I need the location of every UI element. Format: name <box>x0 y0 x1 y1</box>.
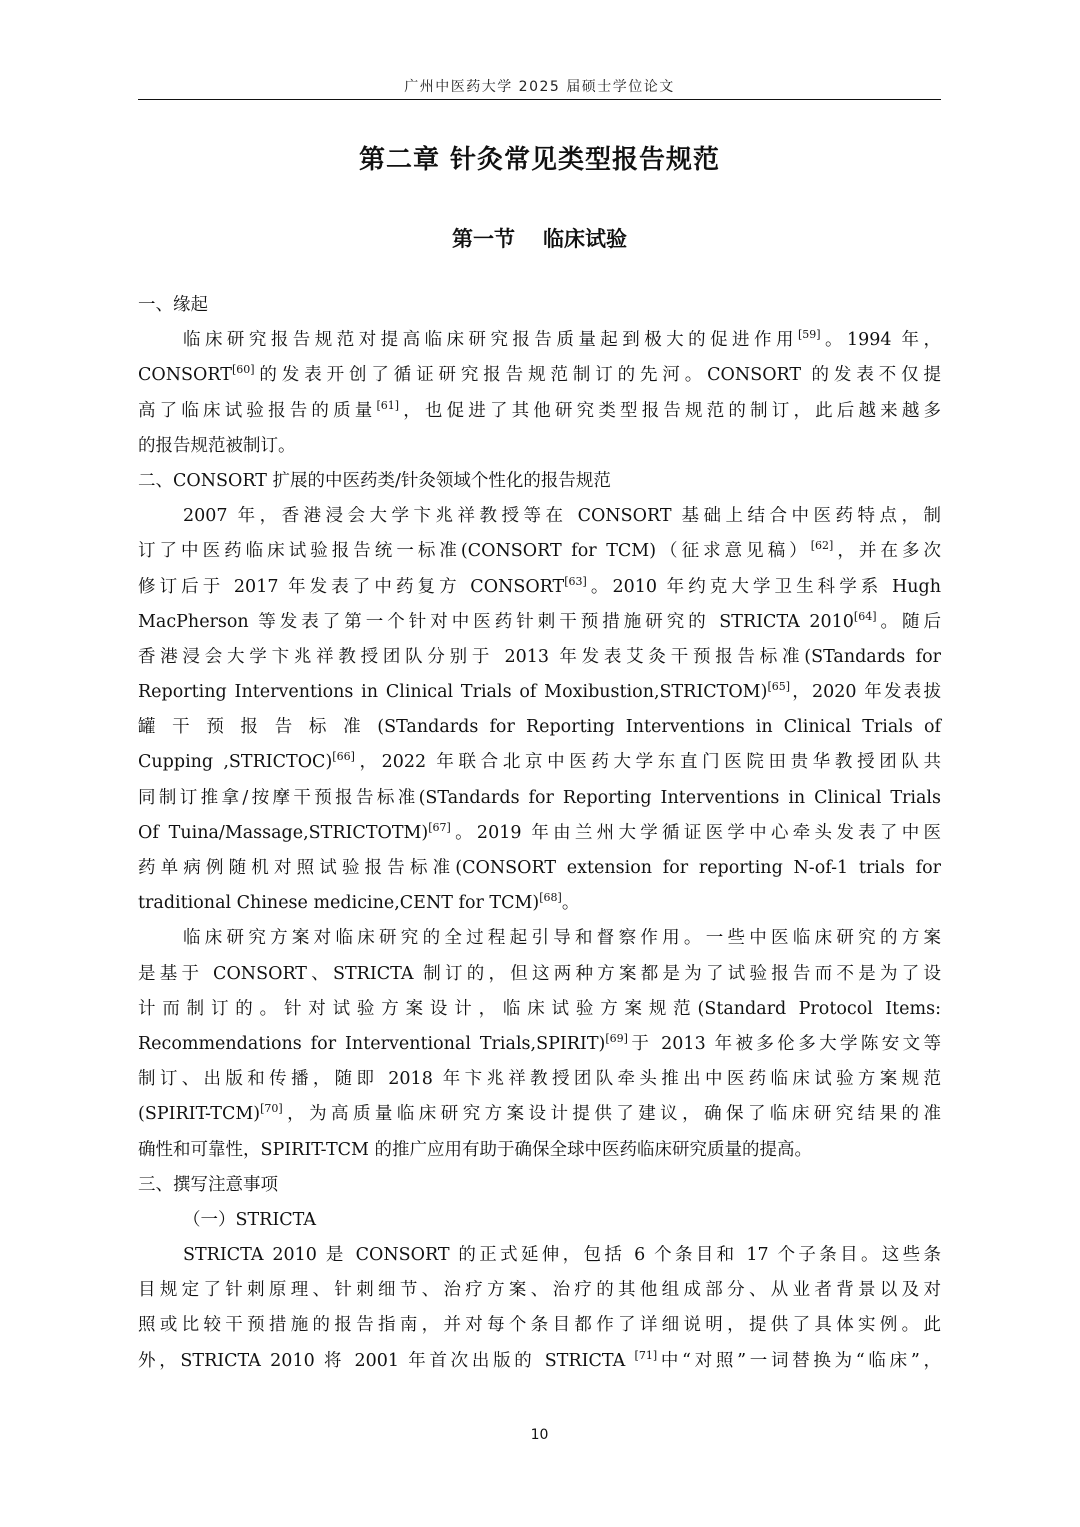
paragraph-line: 香港浸会大学卞兆祥教授团队分别于 2013 年发表艾灸干预报告标准(STandards for <box>138 646 941 667</box>
citation: [64] <box>853 609 877 623</box>
running-header: 广州中医药大学 2025 届硕士学位论文 <box>404 79 675 95</box>
citation: [69] <box>605 1031 628 1045</box>
heading-consort-extensions: 二、CONSORT 扩展的中医药类/针灸领域个性化的报告规范 <box>138 470 611 491</box>
header-rule <box>138 99 941 100</box>
citation: [59] <box>797 328 821 342</box>
paragraph-line: 高了临床试验报告的质量[61]，也促进了其他研究类型报告规范的制订，此后越来越多 <box>138 398 942 421</box>
paragraph-line: 照或比较干预措施的报告指南，并对每个条目都作了详细说明，提供了具体实例。此 <box>138 1315 941 1336</box>
citation: [65] <box>767 680 791 694</box>
paragraph-line: 同制订推拿/按摩干预报告标准(STandards for Reporting Interventions in Clinical Trials <box>138 787 941 808</box>
paragraph-line: 的报告规范被制订。 <box>138 435 296 456</box>
citation: [68] <box>539 891 562 905</box>
page-number: 10 <box>530 1427 549 1443</box>
citation: [62] <box>810 539 834 553</box>
paragraph-line: 确性和可靠性，SPIRIT-TCM 的推广应用有助于确保全球中医药临床研究质量的提高。 <box>138 1139 813 1160</box>
paragraph-line: Cupping ,STRICTOC)[66]，2022 年联合北京中医药大学东直门医院田贵华教授团队共 <box>138 750 941 773</box>
citation: [60] <box>231 363 255 377</box>
paragraph-line: 目规定了针刺原理、针刺细节、治疗方案、治疗的其他组成部分、从业者背景以及对 <box>138 1280 941 1301</box>
paragraph-line: 制订、出版和传播，随即 2018 年卞兆祥教授团队牵头推出中医药临床试验方案规范 <box>138 1069 941 1090</box>
paragraph-line: 2007 年，香港浸会大学卞兆祥教授等在 CONSORT 基础上结合中医药特点，制 <box>183 506 941 527</box>
citation: [61] <box>376 398 400 412</box>
section-name: 临床试验 <box>543 227 627 251</box>
paragraph-line: MacPherson 等发表了第一个针对中医药针刺干预措施研究的 STRICTA 2010[64]。随后 <box>138 609 941 632</box>
paragraph-line: 外，STRICTA 2010 将 2001 年首次出版的 STRICTA [71]中“对照”一词替换为“临床”， <box>138 1348 941 1371</box>
paragraph-line: Of Tuina/Massage,STRICTOTM)[67]。2019 年由兰州大学循证医学中心牵头发表了中医 <box>138 820 941 843</box>
paragraph-line: 药单病例随机对照试验报告标准(CONSORT extension for reporting N-of-1 trials for <box>138 858 941 878</box>
paragraph-line: 临床研究方案对临床研究的全过程起引导和督察作用。一些中医临床研究的方案 <box>183 928 941 949</box>
body-text <box>138 288 941 1379</box>
paragraph-line: (SPIRIT-TCM)[70]，为高质量临床研究方案设计提供了建议，确保了临床研究结果的准 <box>138 1102 941 1125</box>
section-title <box>138 223 941 253</box>
paragraph-line: 修订后于 2017 年发表了中药复方 CONSORT[63]。2010 年约克大学卫生科学系 Hugh <box>138 574 941 597</box>
heading-origin: 一、缘起 <box>138 295 208 315</box>
paragraph-line: 罐 干 预 报 告 标 准 (STandards for Reporting Interventions in Clinical Trials of <box>138 717 941 738</box>
chapter-title: 第二章 针灸常见类型报告规范 <box>358 145 721 175</box>
citation: [71] <box>634 1348 658 1362</box>
paragraph-line: 是基于 CONSORT、STRICTA 制订的，但这两种方案都是为了试验报告而不是为了设 <box>138 963 941 984</box>
paragraph-line: Reporting Interventions in Clinical Trials of Moxibustion,STRICTOM)[65]，2020 年发表拔 <box>138 680 941 703</box>
citation: [66] <box>332 750 355 764</box>
paragraph-line: 计而制订的。针对试验方案设计，临床试验方案规范(Standard Protocol Items: <box>138 998 941 1019</box>
paragraph-line: 订了中医药临床试验报告统一标准(CONSORT for TCM)（征求意见稿）[62]，并在多次 <box>138 539 941 562</box>
heading-writing-notes: 三、撰写注意事项 <box>138 1174 278 1195</box>
paragraph-line: traditional Chinese medicine,CENT for TCM)[68]。 <box>138 891 580 914</box>
section-number: 第一节 <box>452 227 515 251</box>
paragraph-line: Recommendations for Interventional Trials,SPIRIT)[69]于 2013 年被多伦多大学陈安文等 <box>138 1031 941 1054</box>
subheading-stricta: （一）STRICTA <box>183 1209 316 1230</box>
paragraph-line: CONSORT[60]的发表开创了循证研究报告规范制订的先河。CONSORT 的发表不仅提 <box>138 363 941 386</box>
citation: [67] <box>428 820 451 834</box>
paragraph-line: STRICTA 2010 是 CONSORT 的正式延伸，包括 6 个条目和 17 个子条目。这些条 <box>183 1245 941 1266</box>
citation: [70] <box>260 1102 283 1116</box>
citation: [63] <box>564 574 587 588</box>
paragraph-line: 临床研究报告规范对提高临床研究报告质量起到极大的促进作用[59]。1994 年， <box>183 328 941 351</box>
